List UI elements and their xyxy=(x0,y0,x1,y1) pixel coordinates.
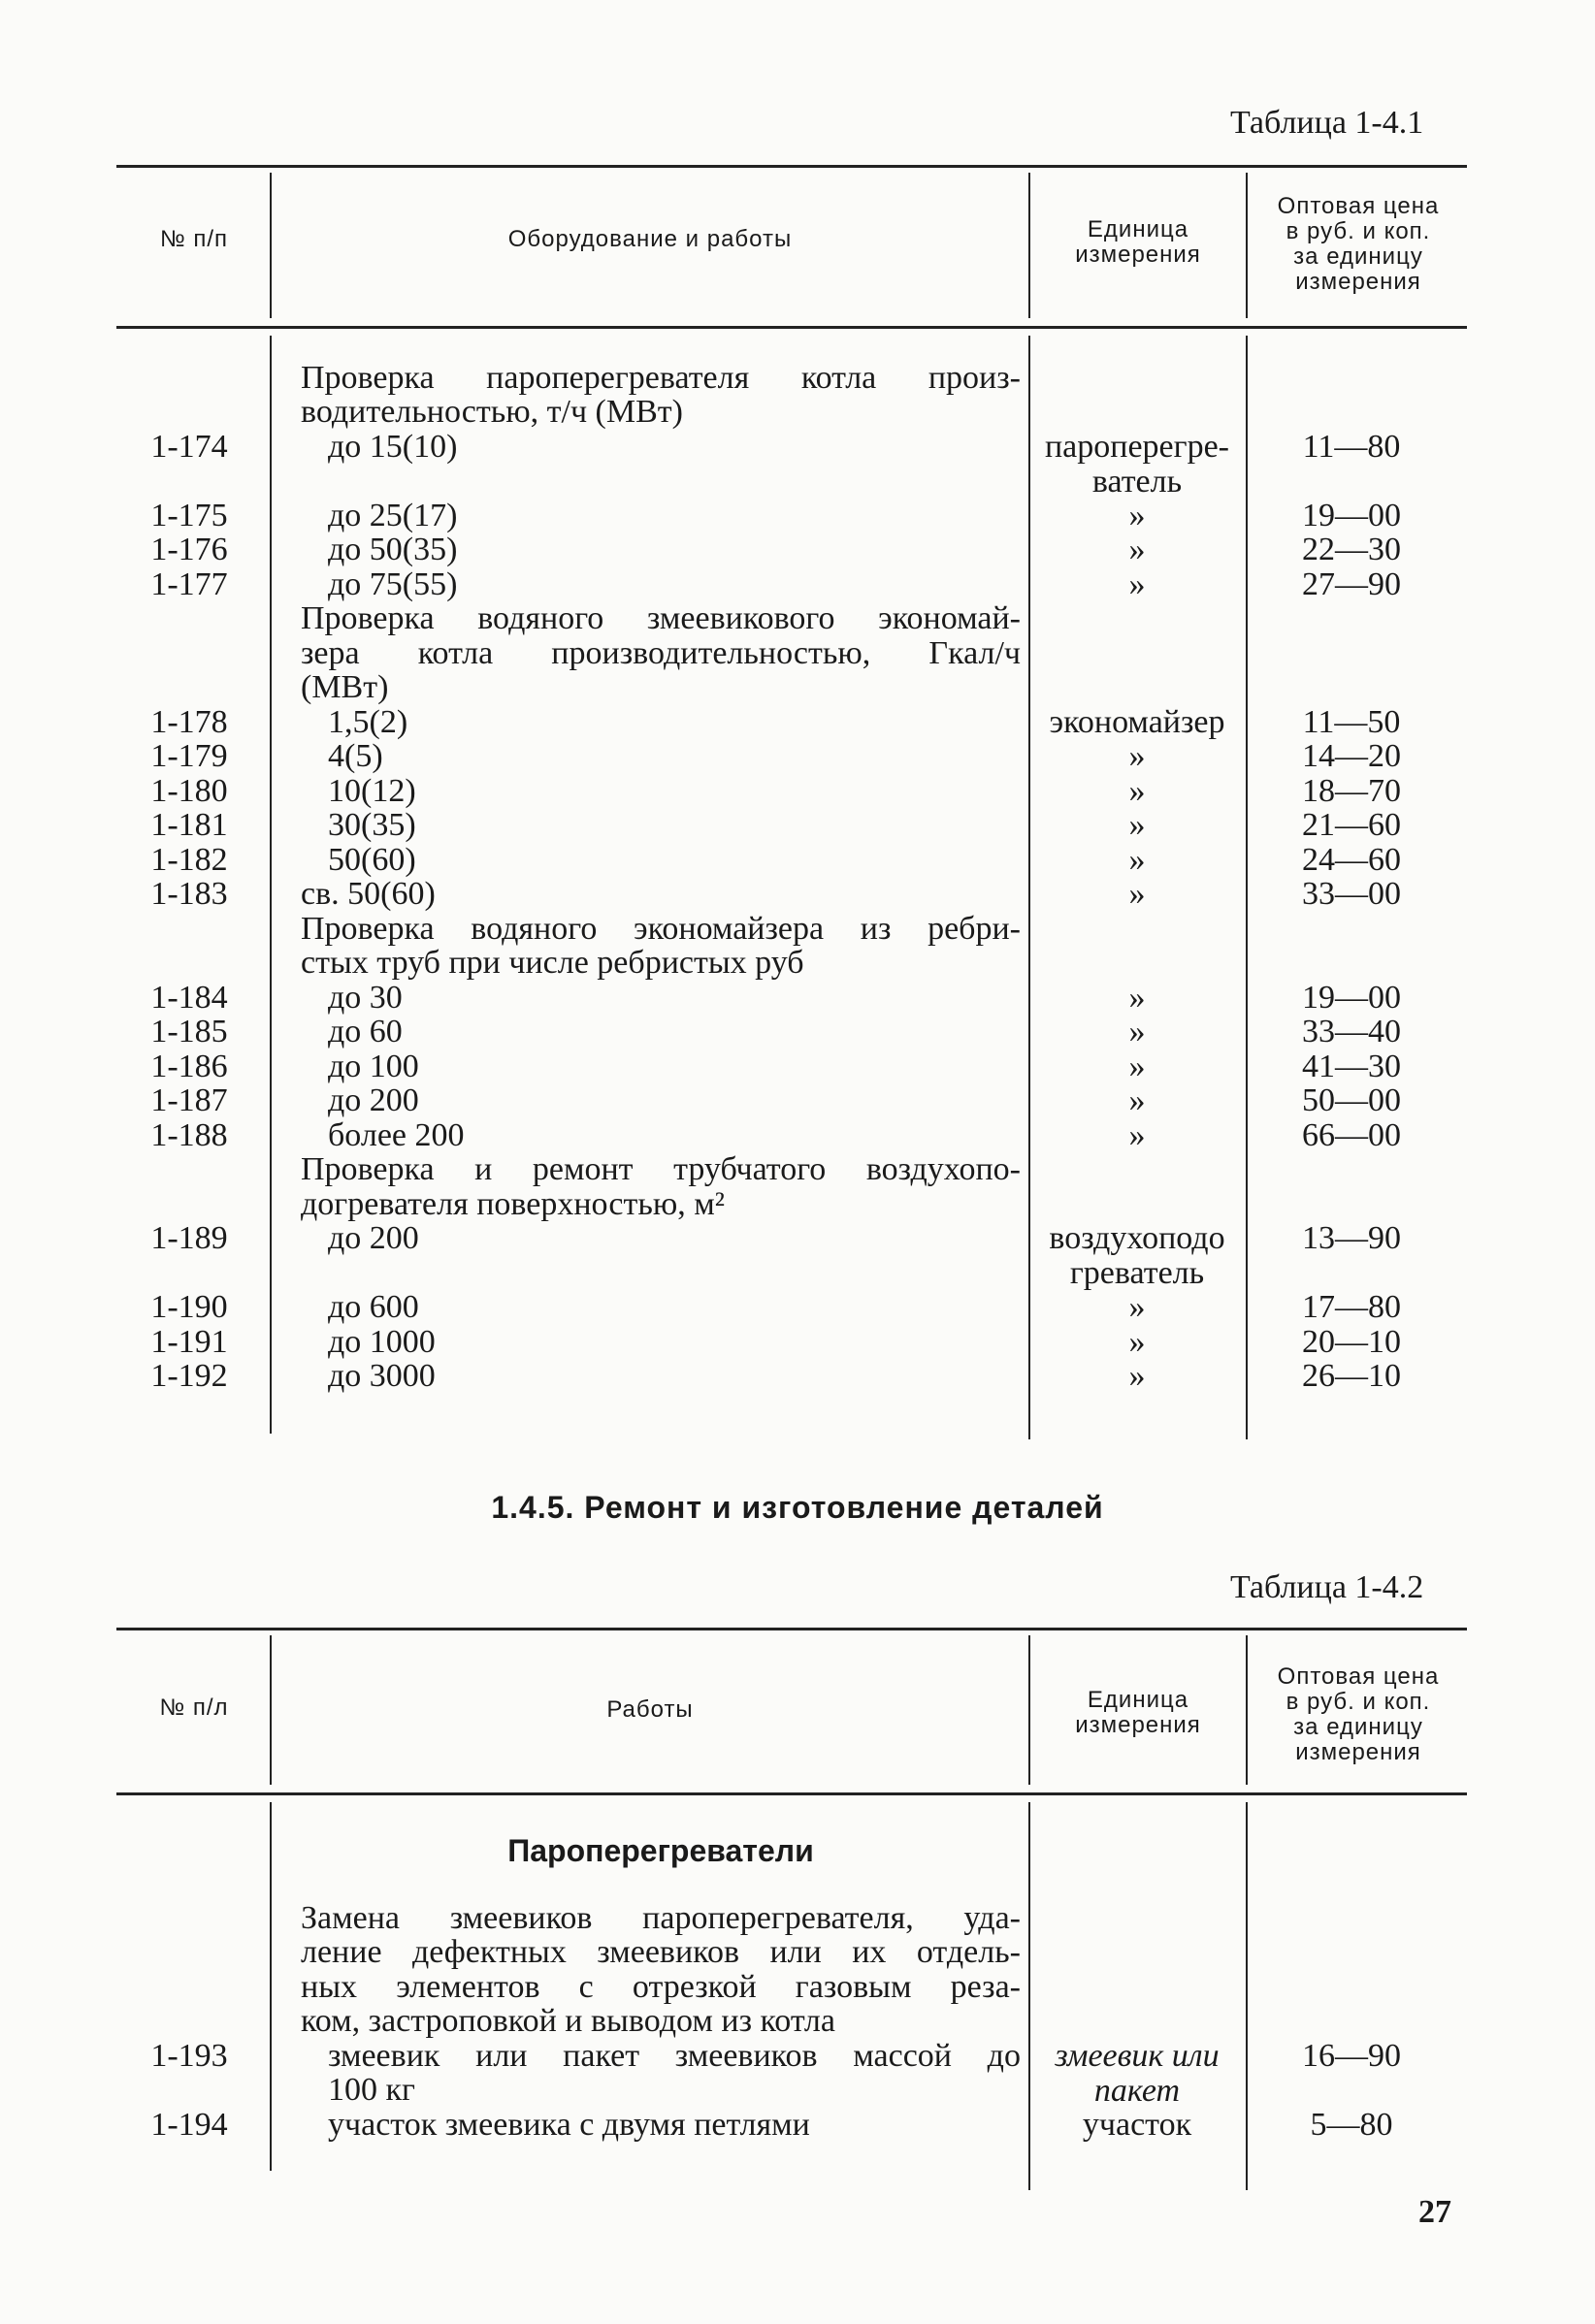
row-unit: » xyxy=(1128,980,1146,1016)
header-price: Оптовая цена в руб. и коп. за единицу измерения xyxy=(1277,1663,1440,1765)
column-divider xyxy=(1028,1635,1030,1785)
row-description: до 200 xyxy=(328,1082,419,1118)
row-description: до 30 xyxy=(328,980,403,1016)
row-number: 1-184 xyxy=(150,980,228,1016)
header-num: № п/п xyxy=(159,226,229,252)
row-price: 27—90 xyxy=(1302,566,1401,602)
row-unit: » xyxy=(1128,1049,1146,1084)
group-title: догревателя поверхностью, м² xyxy=(301,1186,725,1222)
row-number: 1-192 xyxy=(150,1358,228,1394)
row-description: до 600 xyxy=(328,1289,419,1325)
row-price: 5—80 xyxy=(1310,2107,1393,2143)
group-title: зера котла производительностью, Гкал/ч xyxy=(301,635,1021,671)
row-description: до 60 xyxy=(328,1014,403,1049)
group-title: ных элементов с отрезкой газовым реза- xyxy=(301,1969,1021,2005)
row-number: 1-190 xyxy=(150,1289,228,1325)
row-price: 17—80 xyxy=(1302,1289,1401,1325)
row-unit: » xyxy=(1128,738,1146,774)
row-description: более 200 xyxy=(328,1117,465,1153)
row-unit: воздухоподо греватель xyxy=(1049,1220,1225,1291)
row-description: 4(5) xyxy=(328,738,383,774)
row-unit: » xyxy=(1128,1324,1146,1360)
row-description: 30(35) xyxy=(328,807,416,843)
group-title: Проверка и ремонт трубчатого воздухопо- xyxy=(301,1151,1021,1187)
column-divider xyxy=(270,336,272,1434)
row-price: 22—30 xyxy=(1302,532,1401,567)
row-number: 1-189 xyxy=(150,1220,228,1256)
row-description: до 100 xyxy=(328,1049,419,1084)
table-header-rule xyxy=(116,1792,1467,1795)
row-number: 1-175 xyxy=(150,498,228,533)
row-price: 26—10 xyxy=(1302,1358,1401,1394)
row-description: до 25(17) xyxy=(328,498,458,533)
row-price: 19—00 xyxy=(1302,498,1401,533)
row-unit: » xyxy=(1128,876,1146,912)
row-unit: пароперегре- ватель xyxy=(1044,429,1230,500)
column-divider xyxy=(270,1802,272,2171)
row-description: участок змеевика с двумя петлями xyxy=(328,2107,810,2143)
row-description: до 1000 xyxy=(328,1324,436,1360)
row-description: до 50(35) xyxy=(328,532,458,567)
row-unit: » xyxy=(1128,1082,1146,1118)
row-description: 100 кг xyxy=(328,2072,415,2108)
row-price: 41—30 xyxy=(1302,1049,1401,1084)
row-number: 1-194 xyxy=(150,2107,228,2143)
group-title: Проверка водяного змеевикового экономай- xyxy=(301,600,1021,636)
row-unit: экономайзер xyxy=(1049,704,1225,740)
group-title: стых труб при числе ребристых руб xyxy=(301,945,804,981)
row-price: 66—00 xyxy=(1302,1117,1401,1153)
row-number: 1-183 xyxy=(150,876,228,912)
row-number: 1-191 xyxy=(150,1324,228,1360)
group-title: Проверка водяного экономайзера из ребри- xyxy=(301,911,1021,947)
column-divider xyxy=(1028,173,1030,318)
row-price: 19—00 xyxy=(1302,980,1401,1016)
row-description: до 200 xyxy=(328,1220,419,1256)
group-title: водительностью, т/ч (МВт) xyxy=(301,394,683,430)
row-number: 1-177 xyxy=(150,566,228,602)
row-unit: » xyxy=(1128,566,1146,602)
row-unit: » xyxy=(1128,498,1146,533)
row-description: до 75(55) xyxy=(328,566,458,602)
row-number: 1-193 xyxy=(150,2038,228,2074)
header-unit: Единица измерения xyxy=(1075,216,1201,268)
row-number: 1-187 xyxy=(150,1082,228,1118)
row-number: 1-186 xyxy=(150,1049,228,1084)
row-unit: » xyxy=(1128,773,1146,809)
row-number: 1-180 xyxy=(150,773,228,809)
row-unit: участок xyxy=(1082,2107,1192,2143)
row-number: 1-188 xyxy=(150,1117,228,1153)
header-price: Оптовая цена в руб. и коп. за единицу измерения xyxy=(1277,193,1440,295)
group-title: (МВт) xyxy=(301,669,389,705)
row-number: 1-185 xyxy=(150,1014,228,1049)
header-work: Работы xyxy=(606,1696,694,1723)
row-price: 13—90 xyxy=(1302,1220,1401,1256)
row-description: св. 50(60) xyxy=(301,876,436,912)
row-unit: » xyxy=(1128,1014,1146,1049)
row-description: до 3000 xyxy=(328,1358,436,1394)
row-price: 50—00 xyxy=(1302,1082,1401,1118)
column-divider xyxy=(1246,336,1248,1439)
row-price: 18—70 xyxy=(1302,773,1401,809)
row-number: 1-174 xyxy=(150,429,228,465)
row-unit: » xyxy=(1128,532,1146,567)
row-number: 1-178 xyxy=(150,704,228,740)
table-label: Таблица 1-4.1 xyxy=(1230,105,1424,141)
row-unit: змеевик или пакет xyxy=(1055,2038,1220,2109)
row-description: 1,5(2) xyxy=(328,704,408,740)
row-price: 24—60 xyxy=(1302,842,1401,878)
column-divider xyxy=(270,1635,272,1785)
group-title: ление дефектных змеевиков или их отдель- xyxy=(301,1934,1021,1970)
subsection-title: Пароперегреватели xyxy=(507,1833,814,1868)
table-label: Таблица 1-4.2 xyxy=(1230,1569,1424,1605)
section-title: 1.4.5. Ремонт и изготовление деталей xyxy=(491,1490,1104,1525)
row-description: 10(12) xyxy=(328,773,416,809)
header-work: Оборудование и работы xyxy=(507,226,793,252)
table-top-rule xyxy=(116,1628,1467,1630)
column-divider xyxy=(1246,173,1248,318)
column-divider xyxy=(1246,1802,1248,2190)
row-price: 11—50 xyxy=(1302,704,1401,740)
page-number: 27 xyxy=(1418,2194,1451,2230)
row-unit: » xyxy=(1128,842,1146,878)
row-price: 11—80 xyxy=(1302,429,1401,465)
group-title: ком, застроповкой и выводом из котла xyxy=(301,2003,835,2039)
group-title: Проверка пароперегревателя котла произ- xyxy=(301,360,1021,396)
row-price: 33—00 xyxy=(1302,876,1401,912)
column-divider xyxy=(1246,1635,1248,1785)
row-price: 16—90 xyxy=(1302,2038,1401,2074)
table-top-rule xyxy=(116,165,1467,168)
row-number: 1-176 xyxy=(150,532,228,567)
row-price: 21—60 xyxy=(1302,807,1401,843)
row-unit: » xyxy=(1128,807,1146,843)
row-number: 1-182 xyxy=(150,842,228,878)
row-number: 1-179 xyxy=(150,738,228,774)
row-price: 14—20 xyxy=(1302,738,1401,774)
row-unit: » xyxy=(1128,1289,1146,1325)
row-description: 50(60) xyxy=(328,842,416,878)
row-unit: » xyxy=(1128,1358,1146,1394)
group-title: Замена змеевиков пароперегревателя, уда- xyxy=(301,1900,1021,1936)
row-price: 20—10 xyxy=(1302,1324,1401,1360)
row-number: 1-181 xyxy=(150,807,228,843)
column-divider xyxy=(270,173,272,318)
row-unit: » xyxy=(1128,1117,1146,1153)
header-num: № п/л xyxy=(159,1695,229,1721)
row-description: до 15(10) xyxy=(328,429,458,465)
header-unit: Единица измерения xyxy=(1075,1687,1201,1738)
table-header-rule xyxy=(116,326,1467,329)
row-description: змеевик или пакет змеевиков массой до xyxy=(328,2038,1021,2074)
row-price: 33—40 xyxy=(1302,1014,1401,1049)
